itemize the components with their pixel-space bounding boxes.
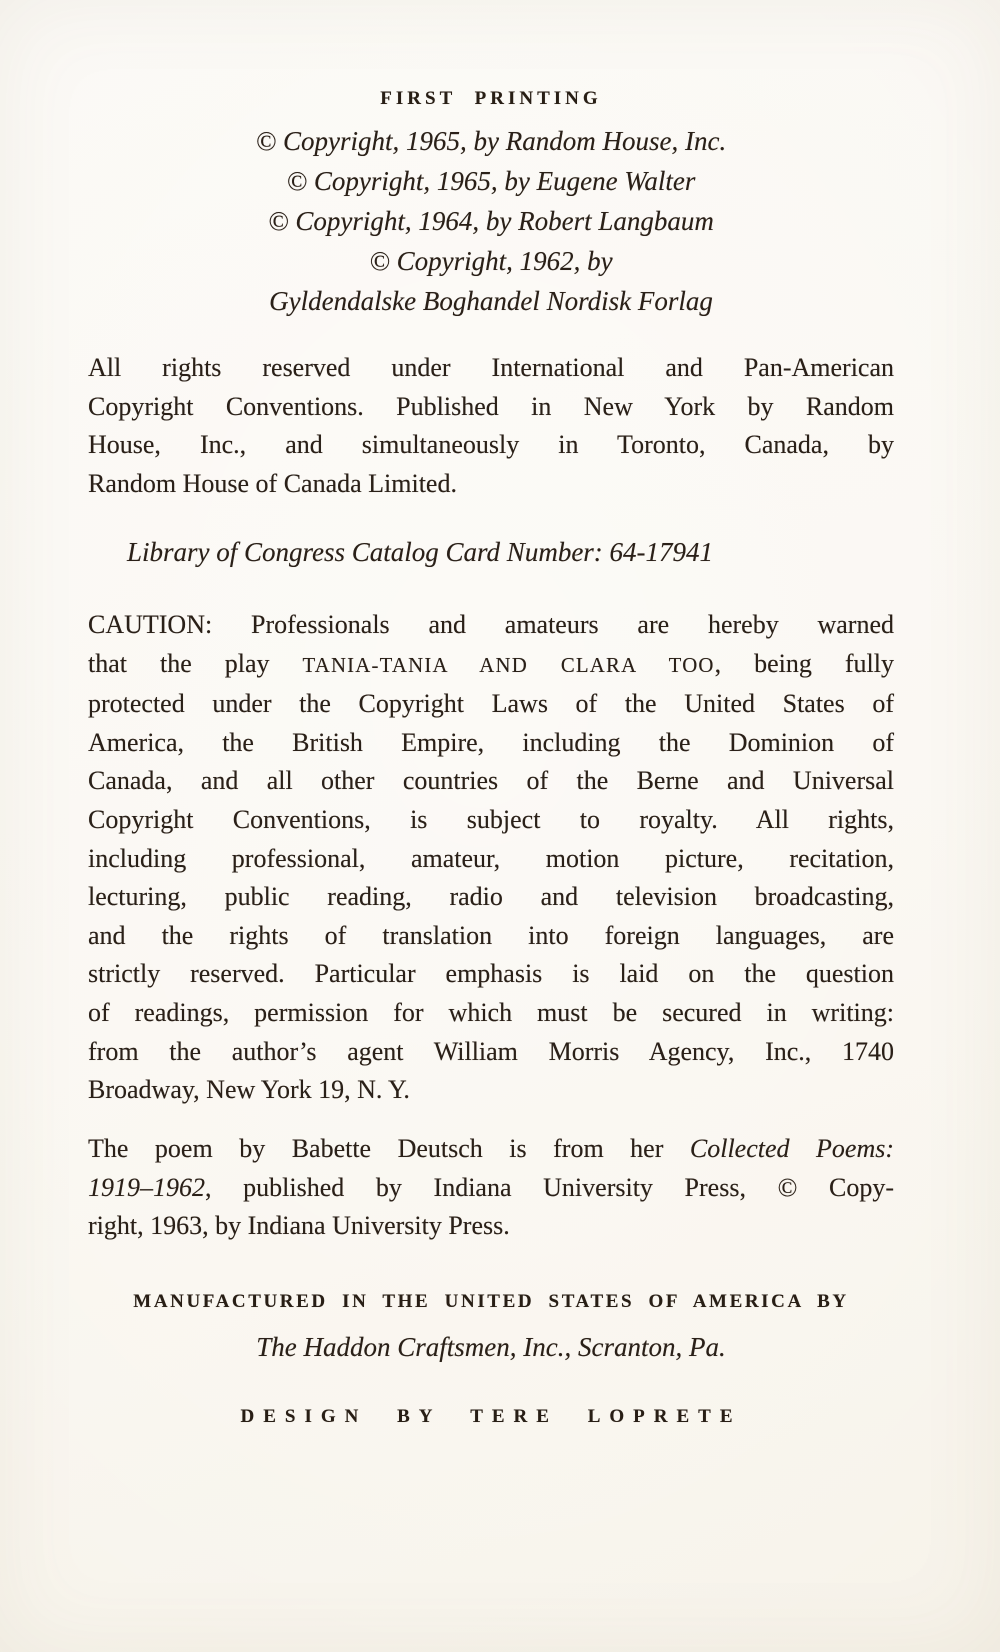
caution-line: CAUTION: Professionals and amateurs are hereby warned [88, 610, 894, 639]
poem-credit-paragraph [88, 1130, 894, 1246]
printer-line: The Haddon Craftsmen, Inc., Scranton, Pa. [256, 1332, 726, 1362]
caution-line [88, 645, 894, 686]
copyright-block [88, 121, 894, 321]
caution-line: and the rights of translation into foreign languages, are [88, 920, 894, 950]
poem-credit-line [88, 1169, 894, 1208]
caution-line: strictly reserved. Particular emphasis is laid on the question [88, 959, 894, 989]
poem-credit-line [88, 1130, 894, 1169]
caution-line: of readings, permission for which must be secured in writing: [88, 997, 894, 1027]
caution-line: lecturing, public reading, radio and television broadcasting, [88, 882, 894, 912]
caution-line: protected under the Copyright Laws of the United States of [88, 689, 894, 719]
copyright-line: © Copyright, 1962, by [369, 246, 613, 276]
caution-line: from the author’s agent William Morris Agency, Inc., 1740 [88, 1036, 894, 1066]
caution-line: Broadway, New York 19, N. Y. [88, 1075, 410, 1105]
copyright-line: © Copyright, 1964, by Robert Langbaum [268, 206, 714, 236]
rights-paragraph [88, 349, 894, 503]
copyright-line: Gyldendalske Boghandel Nordisk Forlag [269, 286, 713, 316]
caution-line-post: , being fully [714, 648, 894, 678]
caution-paragraph [88, 606, 894, 1110]
poem-credit-text: , published by Indiana University Press, © Copy- [205, 1172, 894, 1202]
collected-poems-title: Collected Poems: [689, 1134, 894, 1163]
caution-line: including professional, amateur, motion picture, recitation, [88, 843, 894, 873]
manufactured-line: MANUFACTURED IN THE UNITED STATES OF AMERICA BY [133, 1291, 849, 1312]
design-credit-line: DESIGN BY TERE LOPRETE [240, 1406, 742, 1427]
rights-line: Random House of Canada Limited. [88, 468, 457, 498]
caution-line: America, the British Empire, including the Dominion of [88, 727, 894, 757]
collected-poems-dates: 1919–1962 [88, 1172, 205, 1202]
copyright-line: © Copyright, 1965, by Random House, Inc. [255, 126, 727, 156]
library-of-congress-line: Library of Congress Catalog Card Number: 64-17941 [127, 537, 714, 567]
rights-line: Copyright Conventions. Published in New York by Random [88, 391, 894, 421]
play-title: TANIA-TANIA AND CLARA TOO [302, 653, 715, 677]
rights-line: House, Inc., and simultaneously in Toronto, Canada, by [88, 430, 894, 460]
rights-line: All rights reserved under International and Pan-American [88, 353, 894, 382]
poem-credit-text: The poem by Babette Deutsch is from her [88, 1134, 690, 1163]
caution-line: Copyright Conventions, is subject to royalty. All rights, [88, 804, 894, 834]
copyright-line: © Copyright, 1965, by Eugene Walter [286, 166, 696, 196]
poem-credit-line: right, 1963, by Indiana University Press. [88, 1211, 510, 1241]
caution-line-pre: that the play [88, 648, 303, 678]
first-printing-heading: FIRST PRINTING [380, 88, 602, 109]
caution-line: Canada, and all other countries of the Berne and Universal [88, 766, 894, 796]
